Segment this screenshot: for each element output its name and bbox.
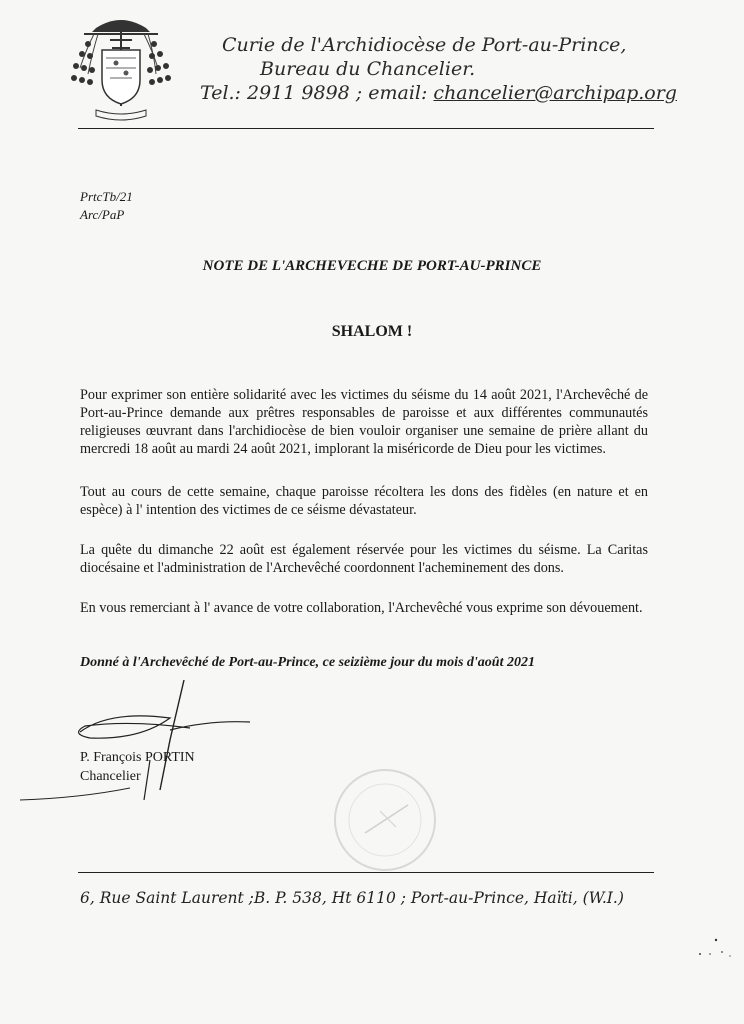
dated-line: Donné à l'Archevêché de Port-au-Prince, ce seizième jour du mois d'août 2021 [80,655,535,670]
letterhead-contact [200,82,677,104]
body-paragraph: En vous remerciant à l' avance de votre collaboration, l'Archevêché vous exprime son dévouement. [80,600,643,616]
footer-divider [78,872,654,873]
body-paragraph: Tout au cours de cette semaine, chaque paroisse récoltera les dons des fidèles (en nature et en espèce) à l' intention des victimes de ce séisme dévastateur. [80,484,648,518]
scan-marks-icon [670,930,740,970]
signer-name: P. François PORTIN [80,750,195,765]
reference-line-1: PrtcTb/21 [80,189,133,204]
coat-of-arms-icon [66,10,176,122]
signer-role: Chancelier [80,769,141,784]
footer-address: 6, Rue Saint Laurent ;B. P. 538, Ht 6110 ; Port-au-Prince, Haïti, (W.I.) [80,889,624,907]
note-subtitle: SHALOM ! [331,323,413,340]
letterhead-email: chancelier@archipap.org [433,82,677,104]
body-paragraph: La quête du dimanche 22 août est également réservée pour les victimes du séisme. La Caritas diocésaine et l'administration de l'Archevêché coordonnent l'acheminement des dons. [80,542,648,576]
letterhead-office: Bureau du Chancelier. [260,58,476,80]
note-title: NOTE DE L'ARCHEVECHE DE PORT-AU-PRINCE [202,258,542,274]
reference-line-2: Arc/PaP [80,207,125,222]
faded-seal-stamp-icon [310,765,460,875]
body-paragraph: Pour exprimer son entière solidarité avec les victimes du séisme du 14 août 2021, l'Archevêché de Port-au-Prince demande aux prêtres responsables de paroisse et aux différentes communautés religieuses œuvrant dans l'archidiocèse de bien vouloir organiser une semaine de prière allant du mercredi 18 août au mardi 24 août 2021, implorant la miséricorde de Dieu pour les victimes. [80,387,648,457]
header-divider [78,128,654,129]
letterhead-phone: Tel.: 2911 9898 ; email: [200,82,428,104]
handwritten-signature-icon [20,680,270,810]
letterhead-curia: Curie de l'Archidiocèse de Port-au-Prince, [222,34,627,56]
